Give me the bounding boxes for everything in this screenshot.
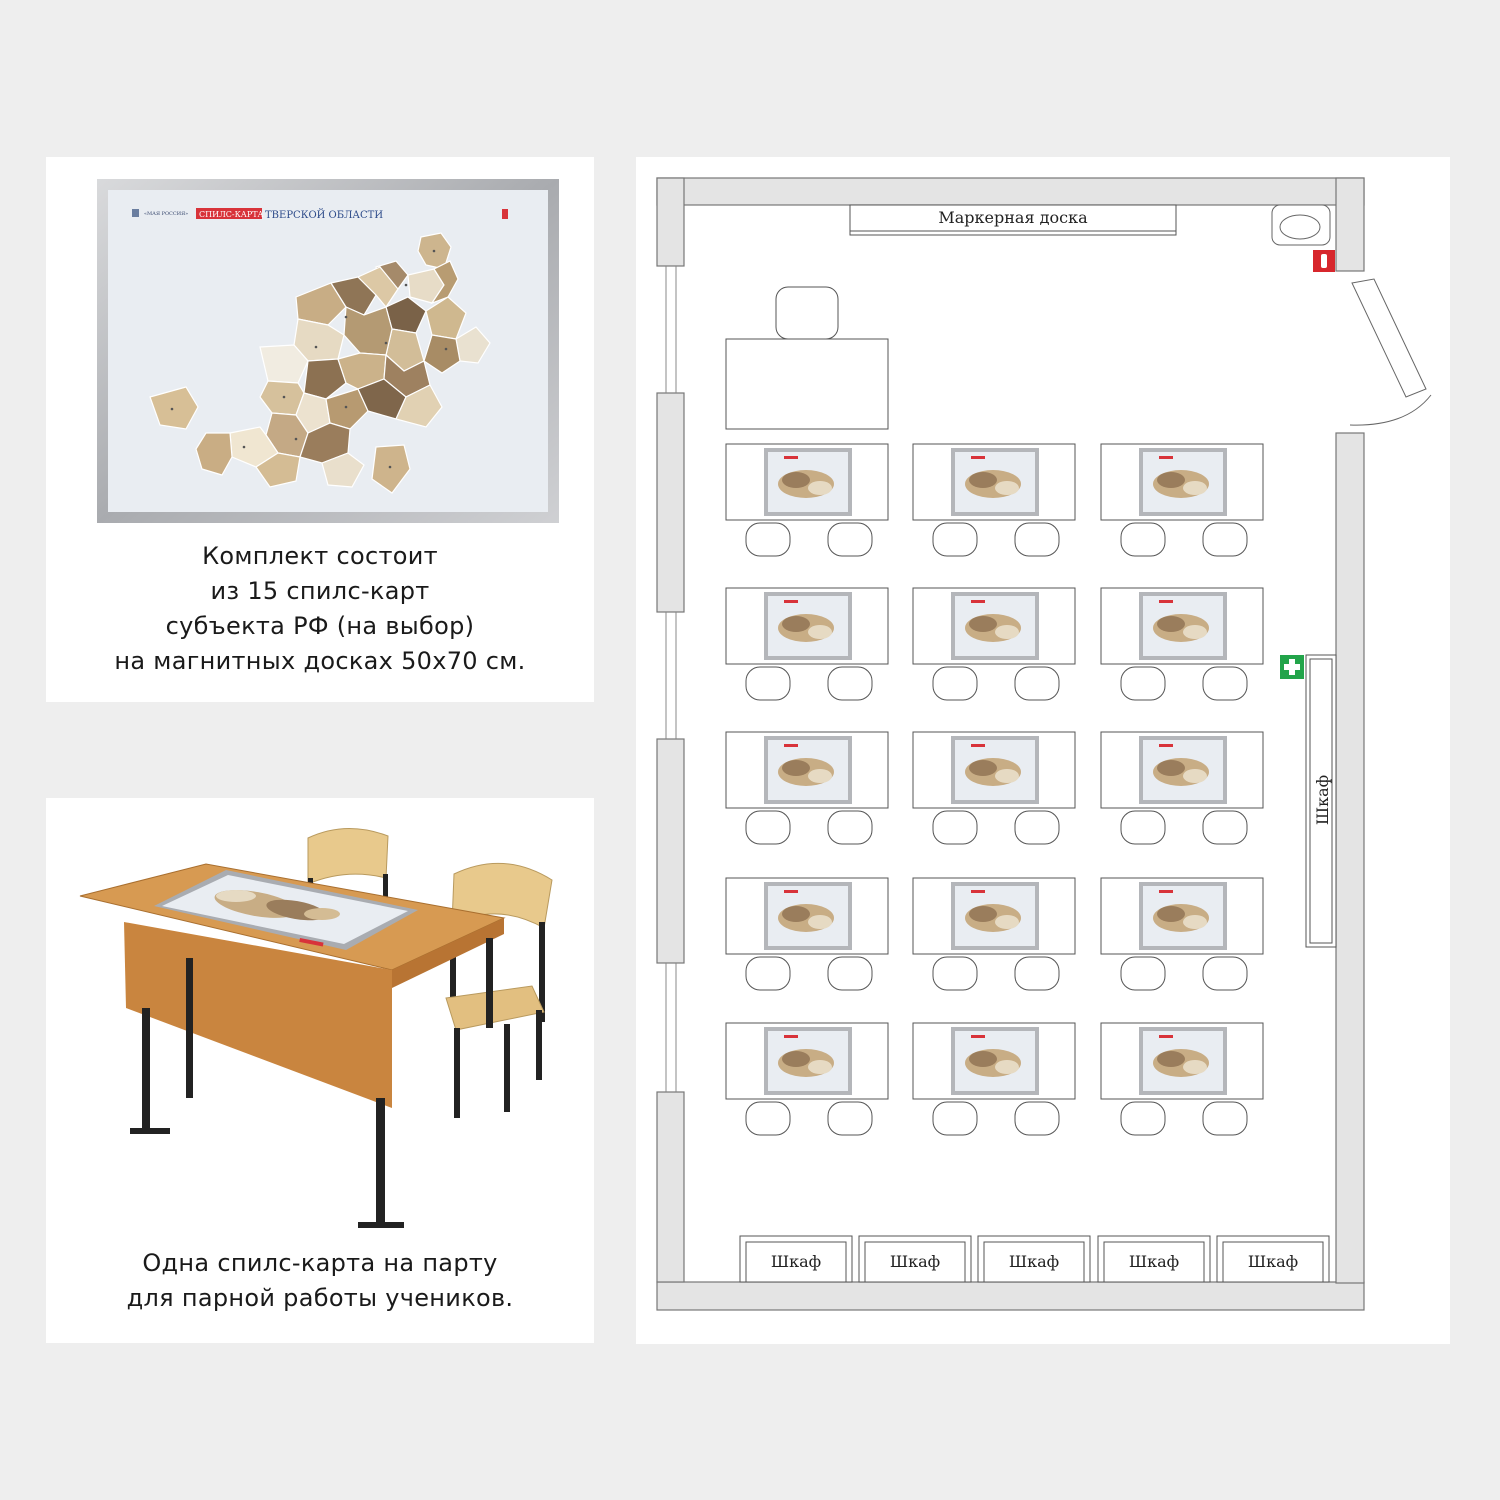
- student-desk: [726, 732, 888, 844]
- student-chair: [1015, 667, 1059, 700]
- kit-panel: [46, 157, 594, 702]
- desk-map-board: [951, 882, 1039, 950]
- student-desk: [1101, 588, 1263, 700]
- kit-caption-line: на магнитных досках 50х70 см.: [114, 647, 526, 675]
- brand-logo-text: СПИЛС-КАРТА: [199, 210, 264, 219]
- front-chair: [446, 863, 552, 1118]
- student-chair: [1015, 1102, 1059, 1135]
- whiteboard: [850, 205, 1176, 235]
- desk-map-board: [951, 736, 1039, 804]
- student-chair: [1015, 523, 1059, 556]
- floor-plan-panel: [636, 157, 1450, 1344]
- whiteboard-label: Маркерная доска: [938, 208, 1088, 227]
- student-chair: [1121, 957, 1165, 990]
- student-chair: [746, 811, 790, 844]
- student-desks: [726, 444, 1263, 1135]
- desk-map-board: [951, 592, 1039, 660]
- bottom-cabinets: [740, 1236, 1329, 1282]
- student-chair: [933, 957, 977, 990]
- student-chair: [1121, 523, 1165, 556]
- student-desk: [913, 878, 1075, 990]
- kit-caption-line: субъекта РФ (на выбор): [165, 612, 475, 640]
- student-chair: [1203, 523, 1247, 556]
- first-aid-icon: [1280, 655, 1304, 679]
- bottom-cabinet: [978, 1236, 1090, 1282]
- student-chair: [746, 667, 790, 700]
- student-desk: [1101, 732, 1263, 844]
- desk-map-board: [1139, 1027, 1227, 1095]
- desk-map-board: [1139, 592, 1227, 660]
- bottom-cabinet-label: Шкаф: [889, 1252, 941, 1271]
- student-desk: [726, 878, 888, 990]
- student-chair: [933, 811, 977, 844]
- brand-left-text: «МАЯ РОССИЯ»: [144, 211, 189, 217]
- student-desk: [913, 588, 1075, 700]
- student-desk: [913, 444, 1075, 556]
- student-desk: [1101, 444, 1263, 556]
- floor-plan: [636, 157, 1450, 1344]
- bottom-cabinet: [1098, 1236, 1210, 1282]
- student-chair: [1121, 811, 1165, 844]
- bottom-cabinet: [859, 1236, 971, 1282]
- desk-map-board: [1139, 448, 1227, 516]
- desk-caption-line: для парной работы учеников.: [126, 1284, 514, 1312]
- student-chair: [933, 523, 977, 556]
- desk-map-board: [764, 448, 852, 516]
- windows: [666, 266, 676, 1092]
- student-chair: [1015, 811, 1059, 844]
- bottom-cabinet-label: Шкаф: [1008, 1252, 1060, 1271]
- student-chair: [1203, 1102, 1247, 1135]
- student-chair: [828, 811, 872, 844]
- student-chair: [1015, 957, 1059, 990]
- desk-panel: [46, 798, 594, 1343]
- desk-caption: [46, 1246, 594, 1316]
- desk-caption-line: Одна спилс-карта на парту: [142, 1249, 498, 1277]
- kit-caption: [46, 539, 594, 679]
- student-desk: [1101, 1023, 1263, 1135]
- side-cabinet-label: Шкаф: [1313, 774, 1332, 826]
- student-chair: [828, 667, 872, 700]
- student-desk: [726, 588, 888, 700]
- desk-map-board: [764, 736, 852, 804]
- map-board-illustration: [46, 157, 594, 537]
- student-chair: [1203, 957, 1247, 990]
- region-title: ТВЕРСКОЙ ОБЛАСТИ: [265, 210, 384, 221]
- desk-map-board: [951, 448, 1039, 516]
- student-desk: [726, 1023, 888, 1135]
- student-chair: [828, 957, 872, 990]
- student-chair: [933, 1102, 977, 1135]
- side-cabinet: [1306, 655, 1336, 947]
- kit-caption-line: Комплект состоит: [202, 542, 438, 570]
- door: [1350, 279, 1431, 425]
- sink-icon: [1272, 205, 1330, 245]
- kit-caption-line: из 15 спилс-карт: [210, 577, 430, 605]
- bottom-cabinet: [740, 1236, 852, 1282]
- student-chair: [1121, 667, 1165, 700]
- student-desk: [726, 444, 888, 556]
- student-chair: [828, 523, 872, 556]
- student-chair: [746, 523, 790, 556]
- student-chair: [1121, 1102, 1165, 1135]
- student-chair: [746, 1102, 790, 1135]
- student-chair: [828, 1102, 872, 1135]
- student-chair: [933, 667, 977, 700]
- desk-map-board: [764, 592, 852, 660]
- bottom-cabinet-label: Шкаф: [1247, 1252, 1299, 1271]
- student-desk: [1101, 878, 1263, 990]
- bottom-cabinet-label: Шкаф: [1128, 1252, 1180, 1271]
- desk-map-board: [951, 1027, 1039, 1095]
- student-desk: [913, 1023, 1075, 1135]
- desk-map-board: [764, 1027, 852, 1095]
- desk-map-board: [764, 882, 852, 950]
- student-desk: [913, 732, 1075, 844]
- fire-extinguisher-icon: [1313, 250, 1335, 272]
- bottom-cabinet: [1217, 1236, 1329, 1282]
- student-chair: [746, 957, 790, 990]
- teacher-desk: [726, 287, 888, 429]
- student-chair: [1203, 811, 1247, 844]
- desk-map-board: [1139, 882, 1227, 950]
- desk-map-board: [1139, 736, 1227, 804]
- bottom-cabinet-label: Шкаф: [770, 1252, 822, 1271]
- desk-illustration: [46, 798, 594, 1238]
- student-chair: [1203, 667, 1247, 700]
